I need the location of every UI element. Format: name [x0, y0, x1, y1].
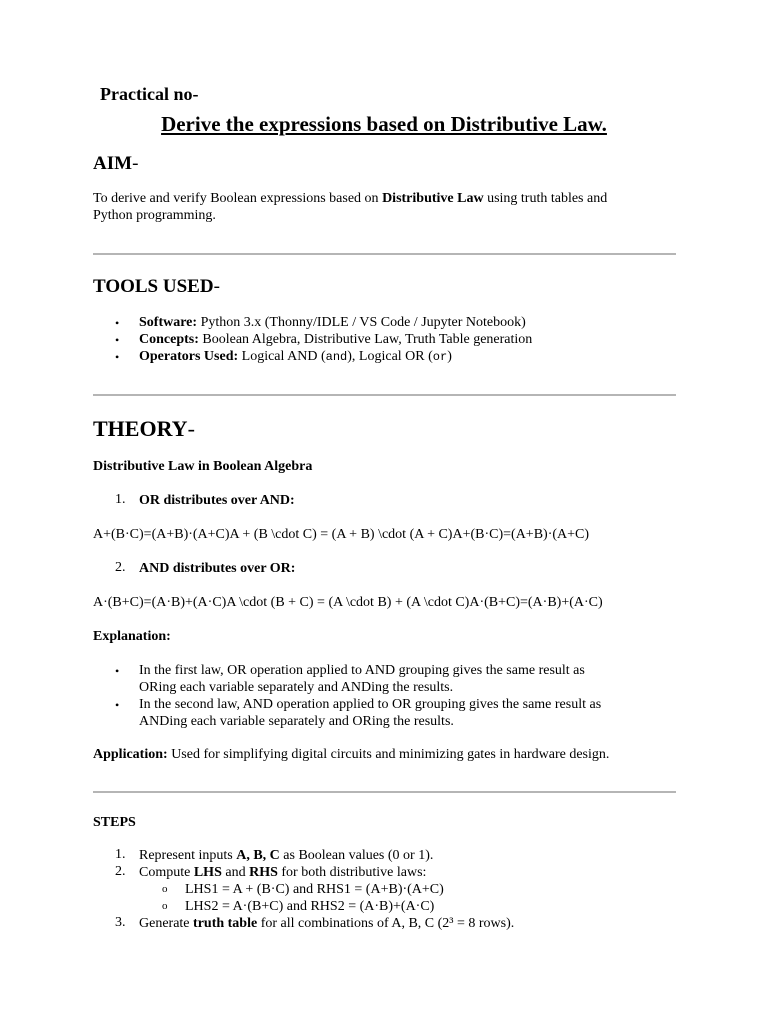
aim-heading-text: AIM — [93, 153, 133, 174]
explanation-item-line: ANDing each variable separately and ORing the results. — [139, 714, 454, 729]
step-2-sub-2: LHS2 = A·(B+C) and RHS2 = (A·B)+(A·C) — [185, 899, 435, 914]
divider — [93, 394, 676, 396]
step-bold: RHS — [249, 865, 278, 880]
practical-label: Practical no- — [100, 84, 199, 104]
explanation-item-line: In the first law, OR operation applied to AND grouping gives the same result as — [139, 663, 585, 678]
tools-item-label: Software: — [139, 315, 198, 330]
aim-heading-dash: - — [132, 153, 139, 174]
divider — [93, 791, 676, 793]
step-bold: LHS — [193, 865, 222, 880]
step-bold: truth table — [193, 916, 258, 931]
explanation-label: Explanation: — [93, 629, 171, 644]
code-or: or — [432, 350, 448, 364]
tools-item-operators — [139, 348, 452, 366]
steps-heading: STEPS — [93, 815, 136, 830]
tools-heading-dash: - — [213, 276, 220, 297]
sub-bullet-icon: o — [162, 900, 168, 912]
step-text: and — [221, 865, 250, 880]
list-number: 2. — [115, 560, 126, 575]
list-number: 3. — [115, 915, 126, 930]
step-text: for both distributive laws: — [277, 865, 427, 880]
aim-text-bold: Distributive Law — [382, 191, 484, 206]
aim-text-a: To derive and verify Boolean expressions based on — [93, 191, 383, 206]
tools-item-text: ) — [447, 349, 452, 364]
law2-expression: A·(B+C)=(A·B)+(A·C)A \cdot (B + C) = (A \cdot B) + (A \cdot C)A·(B+C)=(A·B)+(A·C) — [93, 595, 603, 610]
law2-title: AND distributes over OR: — [139, 561, 296, 576]
tools-item-text: Python 3.x (Thonny/IDLE / VS Code / Jupyter Notebook) — [197, 315, 526, 330]
bullet-icon: • — [115, 698, 120, 712]
application-text — [93, 746, 609, 763]
bullet-icon: • — [115, 664, 120, 678]
step-text: for all combinations of A, B, C (2³ = 8 rows). — [257, 916, 515, 931]
aim-text-c: using truth tables and — [483, 191, 608, 206]
step-text: Generate — [139, 916, 194, 931]
step-text: Represent inputs — [139, 848, 237, 863]
bullet-icon: • — [115, 350, 120, 364]
law1-title: OR distributes over AND: — [139, 493, 295, 508]
list-number: 1. — [115, 492, 126, 507]
tools-item-concepts — [139, 331, 532, 348]
list-number: 1. — [115, 847, 126, 862]
bullet-icon: • — [115, 316, 120, 330]
bullet-icon: • — [115, 333, 120, 347]
aim-heading — [93, 153, 138, 175]
list-number: 2. — [115, 864, 126, 879]
divider — [93, 253, 676, 255]
tools-heading — [93, 276, 220, 298]
tools-item-text: Logical AND ( — [238, 349, 326, 364]
explanation-item-line: In the second law, AND operation applied to OR grouping gives the same result as — [139, 697, 602, 712]
step-text: as Boolean values (0 or 1). — [279, 848, 434, 863]
page-title: Derive the expressions based on Distributive Law. — [161, 112, 607, 136]
tools-item-text: ), Logical OR ( — [347, 349, 433, 364]
step-1 — [139, 847, 433, 864]
explanation-item-line: ORing each variable separately and ANDing the results. — [139, 680, 454, 695]
application-label: Application: — [93, 747, 168, 762]
theory-subheading: Distributive Law in Boolean Algebra — [93, 459, 313, 474]
sub-bullet-icon: o — [162, 883, 168, 895]
tools-heading-text: TOOLS USED — [93, 276, 214, 297]
tools-item-text: Boolean Algebra, Distributive Law, Truth Table generation — [198, 332, 533, 347]
aim-text-line2: Python programming. — [93, 208, 216, 223]
step-2 — [139, 864, 426, 881]
code-and: and — [325, 350, 348, 364]
step-2-sub-1: LHS1 = A + (B·C) and RHS1 = (A+B)·(A+C) — [185, 882, 444, 897]
theory-heading-text: THEORY — [93, 416, 188, 441]
aim-text — [93, 190, 607, 207]
tools-item-label: Operators Used: — [139, 349, 239, 364]
theory-heading-dash: - — [187, 416, 195, 441]
tools-item-label: Concepts: — [139, 332, 199, 347]
step-3 — [139, 915, 514, 932]
step-bold: A, B, C — [236, 848, 280, 863]
theory-heading — [93, 416, 195, 442]
law1-expression: A+(B·C)=(A+B)·(A+C)A + (B \cdot C) = (A + B) \cdot (A + C)A+(B·C)=(A+B)·(A+C) — [93, 527, 590, 542]
step-text: Compute — [139, 865, 194, 880]
tools-item-software — [139, 314, 526, 331]
application-body: Used for simplifying digital circuits and minimizing gates in hardware design. — [167, 747, 610, 762]
